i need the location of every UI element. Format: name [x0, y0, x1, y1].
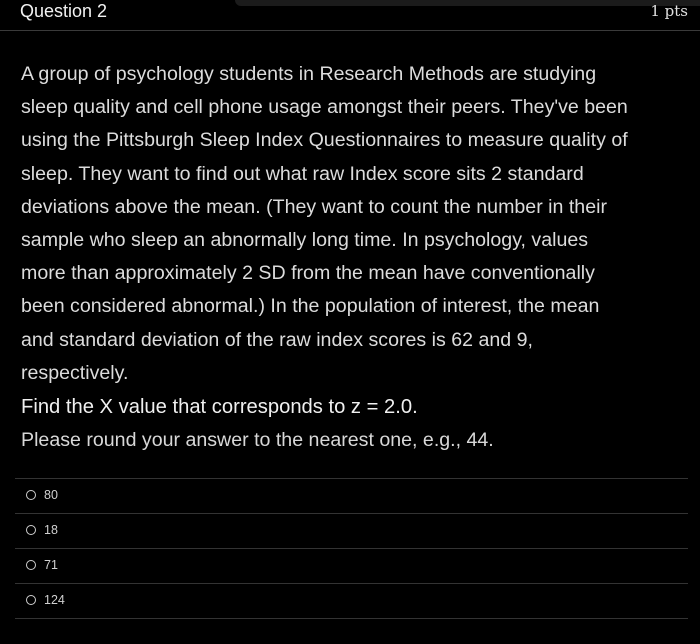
radio-button[interactable]	[26, 560, 36, 570]
radio-button[interactable]	[26, 595, 36, 605]
question-text-line: deviations above the mean. (They want to count the number in their	[21, 195, 607, 218]
question-text-line: more than approximately 2 SD from the mean have conventionally	[21, 262, 595, 285]
question-text-line: sample who sleep an abnormally long time. In psychology, values	[21, 229, 589, 252]
question-points: 1 pts	[650, 2, 688, 20]
question-text-line: A group of psychology students in Research Methods are studying	[21, 63, 597, 85]
radio-button[interactable]	[26, 525, 36, 535]
question-text-line: using the Pittsburgh Sleep Index Questionnaires to measure quality of	[21, 129, 628, 152]
question-text-line: and standard deviation of the raw index scores is 62 and 9,	[21, 328, 533, 351]
question-title: Question 2	[20, 1, 108, 21]
question-text-line: sleep. They want to find out what raw Index score sits 2 standard	[21, 162, 584, 185]
question-rounding-note: Please round your answer to the nearest one, e.g., 44.	[21, 429, 494, 451]
radio-button[interactable]	[26, 490, 36, 500]
answer-option[interactable]	[15, 549, 688, 584]
question-header	[0, 0, 700, 31]
answer-option[interactable]	[15, 584, 688, 619]
answer-label: 124	[44, 593, 65, 607]
question-text	[21, 58, 689, 390]
question-text-line: been considered abnormal.) In the population of interest, the mean	[21, 295, 600, 318]
answer-option[interactable]	[15, 514, 688, 549]
answer-label: 18	[44, 523, 58, 537]
question-instruction: Find the X value that corresponds to z = 2.0.	[21, 396, 418, 418]
answer-options	[15, 478, 688, 619]
answer-label: 80	[44, 488, 58, 502]
answer-option[interactable]	[15, 479, 688, 514]
answer-label: 71	[44, 558, 58, 572]
question-text-line: respectively.	[21, 361, 129, 384]
question-text-line: sleep quality and cell phone usage amongst their peers. They've been	[21, 96, 628, 119]
